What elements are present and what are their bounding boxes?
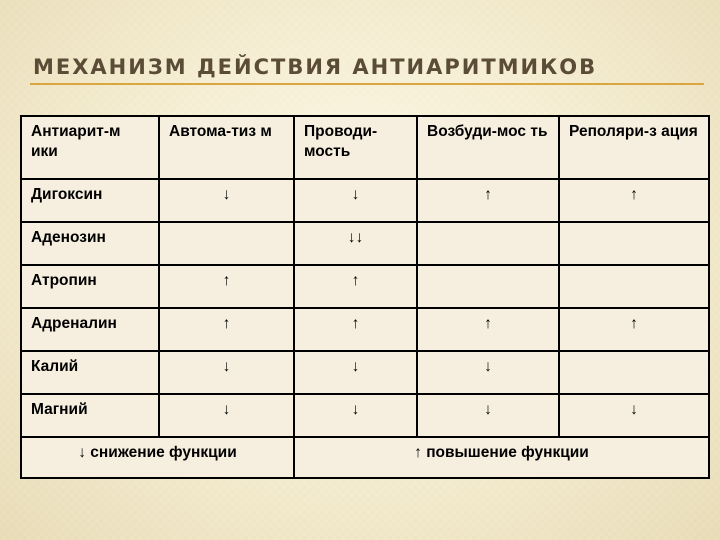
effect-cell: ↑	[417, 308, 559, 351]
slide-title: МЕХАНИЗМ ДЕЙСТВИЯ АНТИАРИТМИКОВ	[33, 55, 598, 79]
table-row	[21, 179, 709, 222]
header-cell: Проводи- мость	[294, 116, 417, 179]
table-row	[21, 394, 709, 437]
effect-cell	[417, 222, 559, 265]
header-cell: Возбуди-мос ть	[417, 116, 559, 179]
effect-cell: ↓	[294, 351, 417, 394]
drug-name: Аденозин	[21, 222, 159, 265]
effect-cell: ↓↓	[294, 222, 417, 265]
effect-cell: ↓	[294, 179, 417, 222]
effect-cell	[417, 265, 559, 308]
effect-cell	[559, 265, 709, 308]
effect-cell: ↓	[559, 394, 709, 437]
header-cell: Реполяри-з ация	[559, 116, 709, 179]
drug-name: Адреналин	[21, 308, 159, 351]
header-cell: Автома-тиз м	[159, 116, 294, 179]
effect-cell: ↑	[294, 265, 417, 308]
drug-name: Дигоксин	[21, 179, 159, 222]
effect-cell	[559, 222, 709, 265]
drug-name: Магний	[21, 394, 159, 437]
title-underline	[30, 83, 704, 85]
legend-increase: ↑ повышение функции	[294, 437, 709, 478]
legend-row	[21, 437, 709, 478]
mechanism-table	[20, 115, 710, 479]
effect-cell	[159, 222, 294, 265]
effect-cell: ↓	[417, 394, 559, 437]
drug-name: Атропин	[21, 265, 159, 308]
effect-cell: ↑	[294, 308, 417, 351]
table-row	[21, 222, 709, 265]
effect-cell: ↓	[159, 179, 294, 222]
effect-cell: ↑	[559, 179, 709, 222]
effect-cell: ↓	[294, 394, 417, 437]
table-row	[21, 351, 709, 394]
table-header-row	[21, 116, 709, 179]
table-row	[21, 308, 709, 351]
effect-cell	[559, 351, 709, 394]
effect-cell: ↓	[417, 351, 559, 394]
drug-name: Калий	[21, 351, 159, 394]
effect-cell: ↑	[159, 308, 294, 351]
header-cell: Антиарит-м ики	[21, 116, 159, 179]
effect-cell: ↑	[159, 265, 294, 308]
table-row	[21, 265, 709, 308]
effect-cell: ↓	[159, 351, 294, 394]
legend-decrease: ↓ снижение функции	[21, 437, 294, 478]
effect-cell: ↑	[559, 308, 709, 351]
effect-cell: ↑	[417, 179, 559, 222]
effect-cell: ↓	[159, 394, 294, 437]
